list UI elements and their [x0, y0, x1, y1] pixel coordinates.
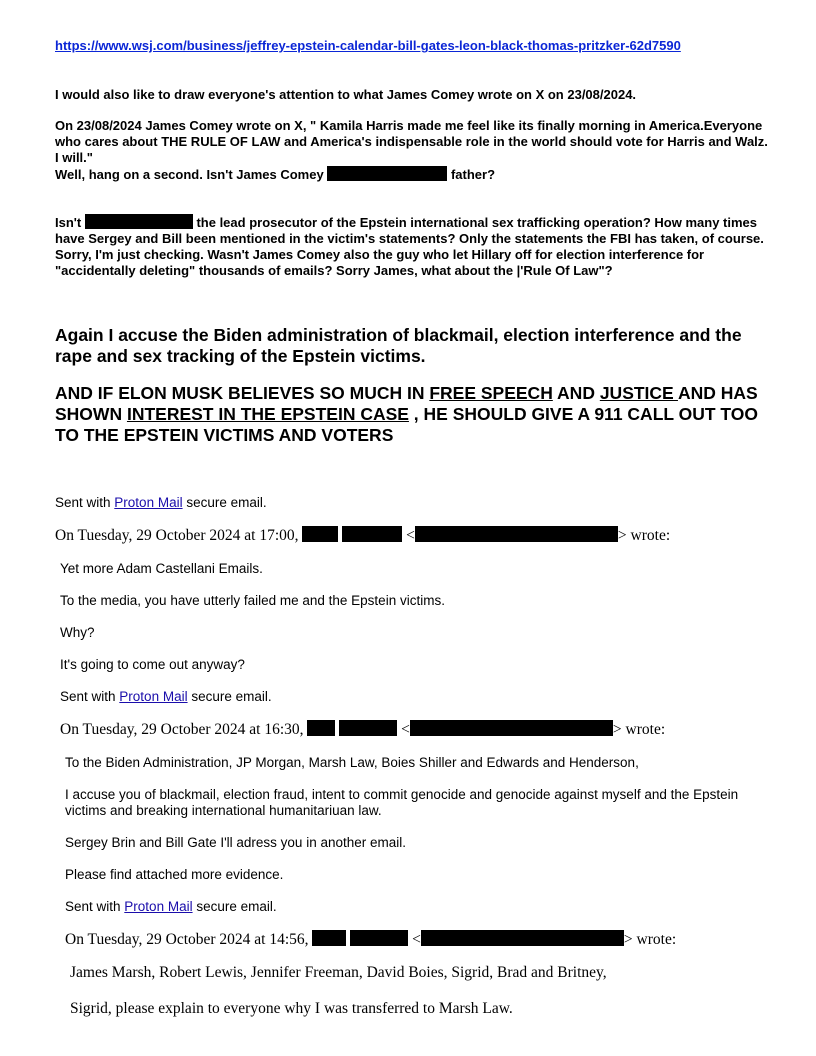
redaction-block: [342, 526, 402, 542]
quote-header-wrote: > wrote:: [623, 931, 677, 948]
caps-heading: [55, 383, 775, 446]
comey-quote-text: On 23/08/2024 James Comey wrote on X, " Kamila Harris made me feel like its finally morning in America.Everyone who cares about THE RULE OF LAW and America's indispensable role in the world should vote for Harris and Walz. I will.": [55, 118, 768, 165]
proton-mail-link[interactable]: Proton Mail: [119, 689, 188, 704]
free-speech-underlined: FREE SPEECH: [429, 383, 553, 403]
redaction-block: [410, 720, 613, 736]
signature: [55, 495, 267, 510]
angle-bracket: <: [412, 931, 421, 948]
secure-email-text: secure email.: [186, 495, 267, 510]
caps-text: AND IF ELON MUSK BELIEVES SO MUCH IN: [55, 383, 430, 403]
quote-line: Sigrid, please explain to everyone why I was transferred to Marsh Law.: [70, 1000, 513, 1017]
comey-question-pre: Well, hang on a second. Isn't James Comey: [55, 167, 324, 182]
proton-mail-link[interactable]: Proton Mail: [114, 495, 183, 510]
accusation-heading: Again I accuse the Biden administration of blackmail, election interference and the rape and sex tracking of the Epstein victims.: [55, 325, 742, 366]
quote-line: To the media, you have utterly failed me and the Epstein victims.: [60, 593, 445, 608]
wsj-article-link[interactable]: https://www.wsj.com/business/jeffrey-epstein-calendar-bill-gates-leon-black-thomas-pritzker-62d7590: [55, 38, 681, 53]
interest-underlined: INTEREST IN THE EPSTEIN CASE: [126, 404, 409, 424]
angle-bracket: <: [401, 721, 410, 738]
quote-line: James Marsh, Robert Lewis, Jennifer Freeman, David Boies, Sigrid, Brad and Britney,: [70, 964, 607, 981]
quote-header: [60, 720, 665, 739]
secure-email-text: secure email.: [196, 899, 277, 914]
quote-line: I accuse you of blackmail, election fraud, intent to commit genocide and genocide against myself and the Epstein victims and breaking international humanitariuan law.: [65, 787, 739, 818]
caps-text: AND: [552, 383, 600, 403]
quote-line: To the Biden Administration, JP Morgan, Marsh Law, Boies Shiller and Edwards and Henderson,: [65, 755, 639, 770]
redaction-block: [85, 214, 193, 229]
redaction-block: [339, 720, 397, 736]
prosecutor-text: the lead prosecutor of the Epstein international sex trafficking operation? How many times have Sergey and Bill been mentioned in the victim's statements? Only the statements the FBI has taken, of course. Sorry, I'm just checking. Wasn't James Comey also the guy who let Hillary off for election interference for "accidentally deleting" thousands of emails? Sorry James, what about the |'Rule Of Law"?: [55, 215, 764, 278]
sent-with-text: Sent with: [55, 495, 111, 510]
quote-header-date: On Tuesday, 29 October 2024 at 16:30,: [60, 721, 304, 738]
comey-quote-paragraph: [55, 118, 770, 183]
quote-line: It's going to come out anyway?: [60, 657, 245, 672]
caps-text: AND HAS SHOWN: [55, 383, 758, 424]
redaction-block: [307, 720, 335, 736]
redaction-block: [350, 930, 408, 946]
redaction-block: [415, 526, 618, 542]
prosecutor-pre: Isn't: [55, 215, 82, 230]
quote-line: Please find attached more evidence.: [65, 867, 284, 882]
redaction-block: [302, 526, 338, 542]
quote-header: [65, 930, 676, 949]
redaction-block: [421, 930, 624, 946]
quote-line: Yet more Adam Castellani Emails.: [60, 561, 263, 576]
angle-bracket: <: [406, 527, 415, 544]
prosecutor-paragraph: [55, 214, 770, 279]
proton-mail-link[interactable]: Proton Mail: [124, 899, 193, 914]
caps-text: , HE SHOULD GIVE A 911 CALL OUT TOO TO THE EPSTEIN VICTIMS AND VOTERS: [55, 404, 759, 445]
quote-header-date: On Tuesday, 29 October 2024 at 17:00,: [55, 527, 299, 544]
intro-line: I would also like to draw everyone's attention to what James Comey wrote on X on 23/08/2024.: [55, 87, 637, 102]
quote-header-date: On Tuesday, 29 October 2024 at 14:56,: [65, 931, 309, 948]
quote-header-wrote: > wrote:: [612, 721, 666, 738]
signature: [65, 899, 277, 914]
sent-with-text: Sent with: [65, 899, 121, 914]
justice-underlined: JUSTICE: [599, 383, 678, 403]
signature: [60, 689, 272, 704]
comey-question-post: father?: [450, 167, 496, 182]
quote-line: Sergey Brin and Bill Gate I'll adress you in another email.: [65, 835, 407, 850]
secure-email-text: secure email.: [191, 689, 272, 704]
quote-line: Why?: [60, 625, 95, 640]
redaction-block: [327, 166, 447, 181]
quote-header-wrote: > wrote:: [617, 527, 671, 544]
redaction-block: [312, 930, 346, 946]
sent-with-text: Sent with: [60, 689, 116, 704]
quote-header: [55, 526, 670, 545]
